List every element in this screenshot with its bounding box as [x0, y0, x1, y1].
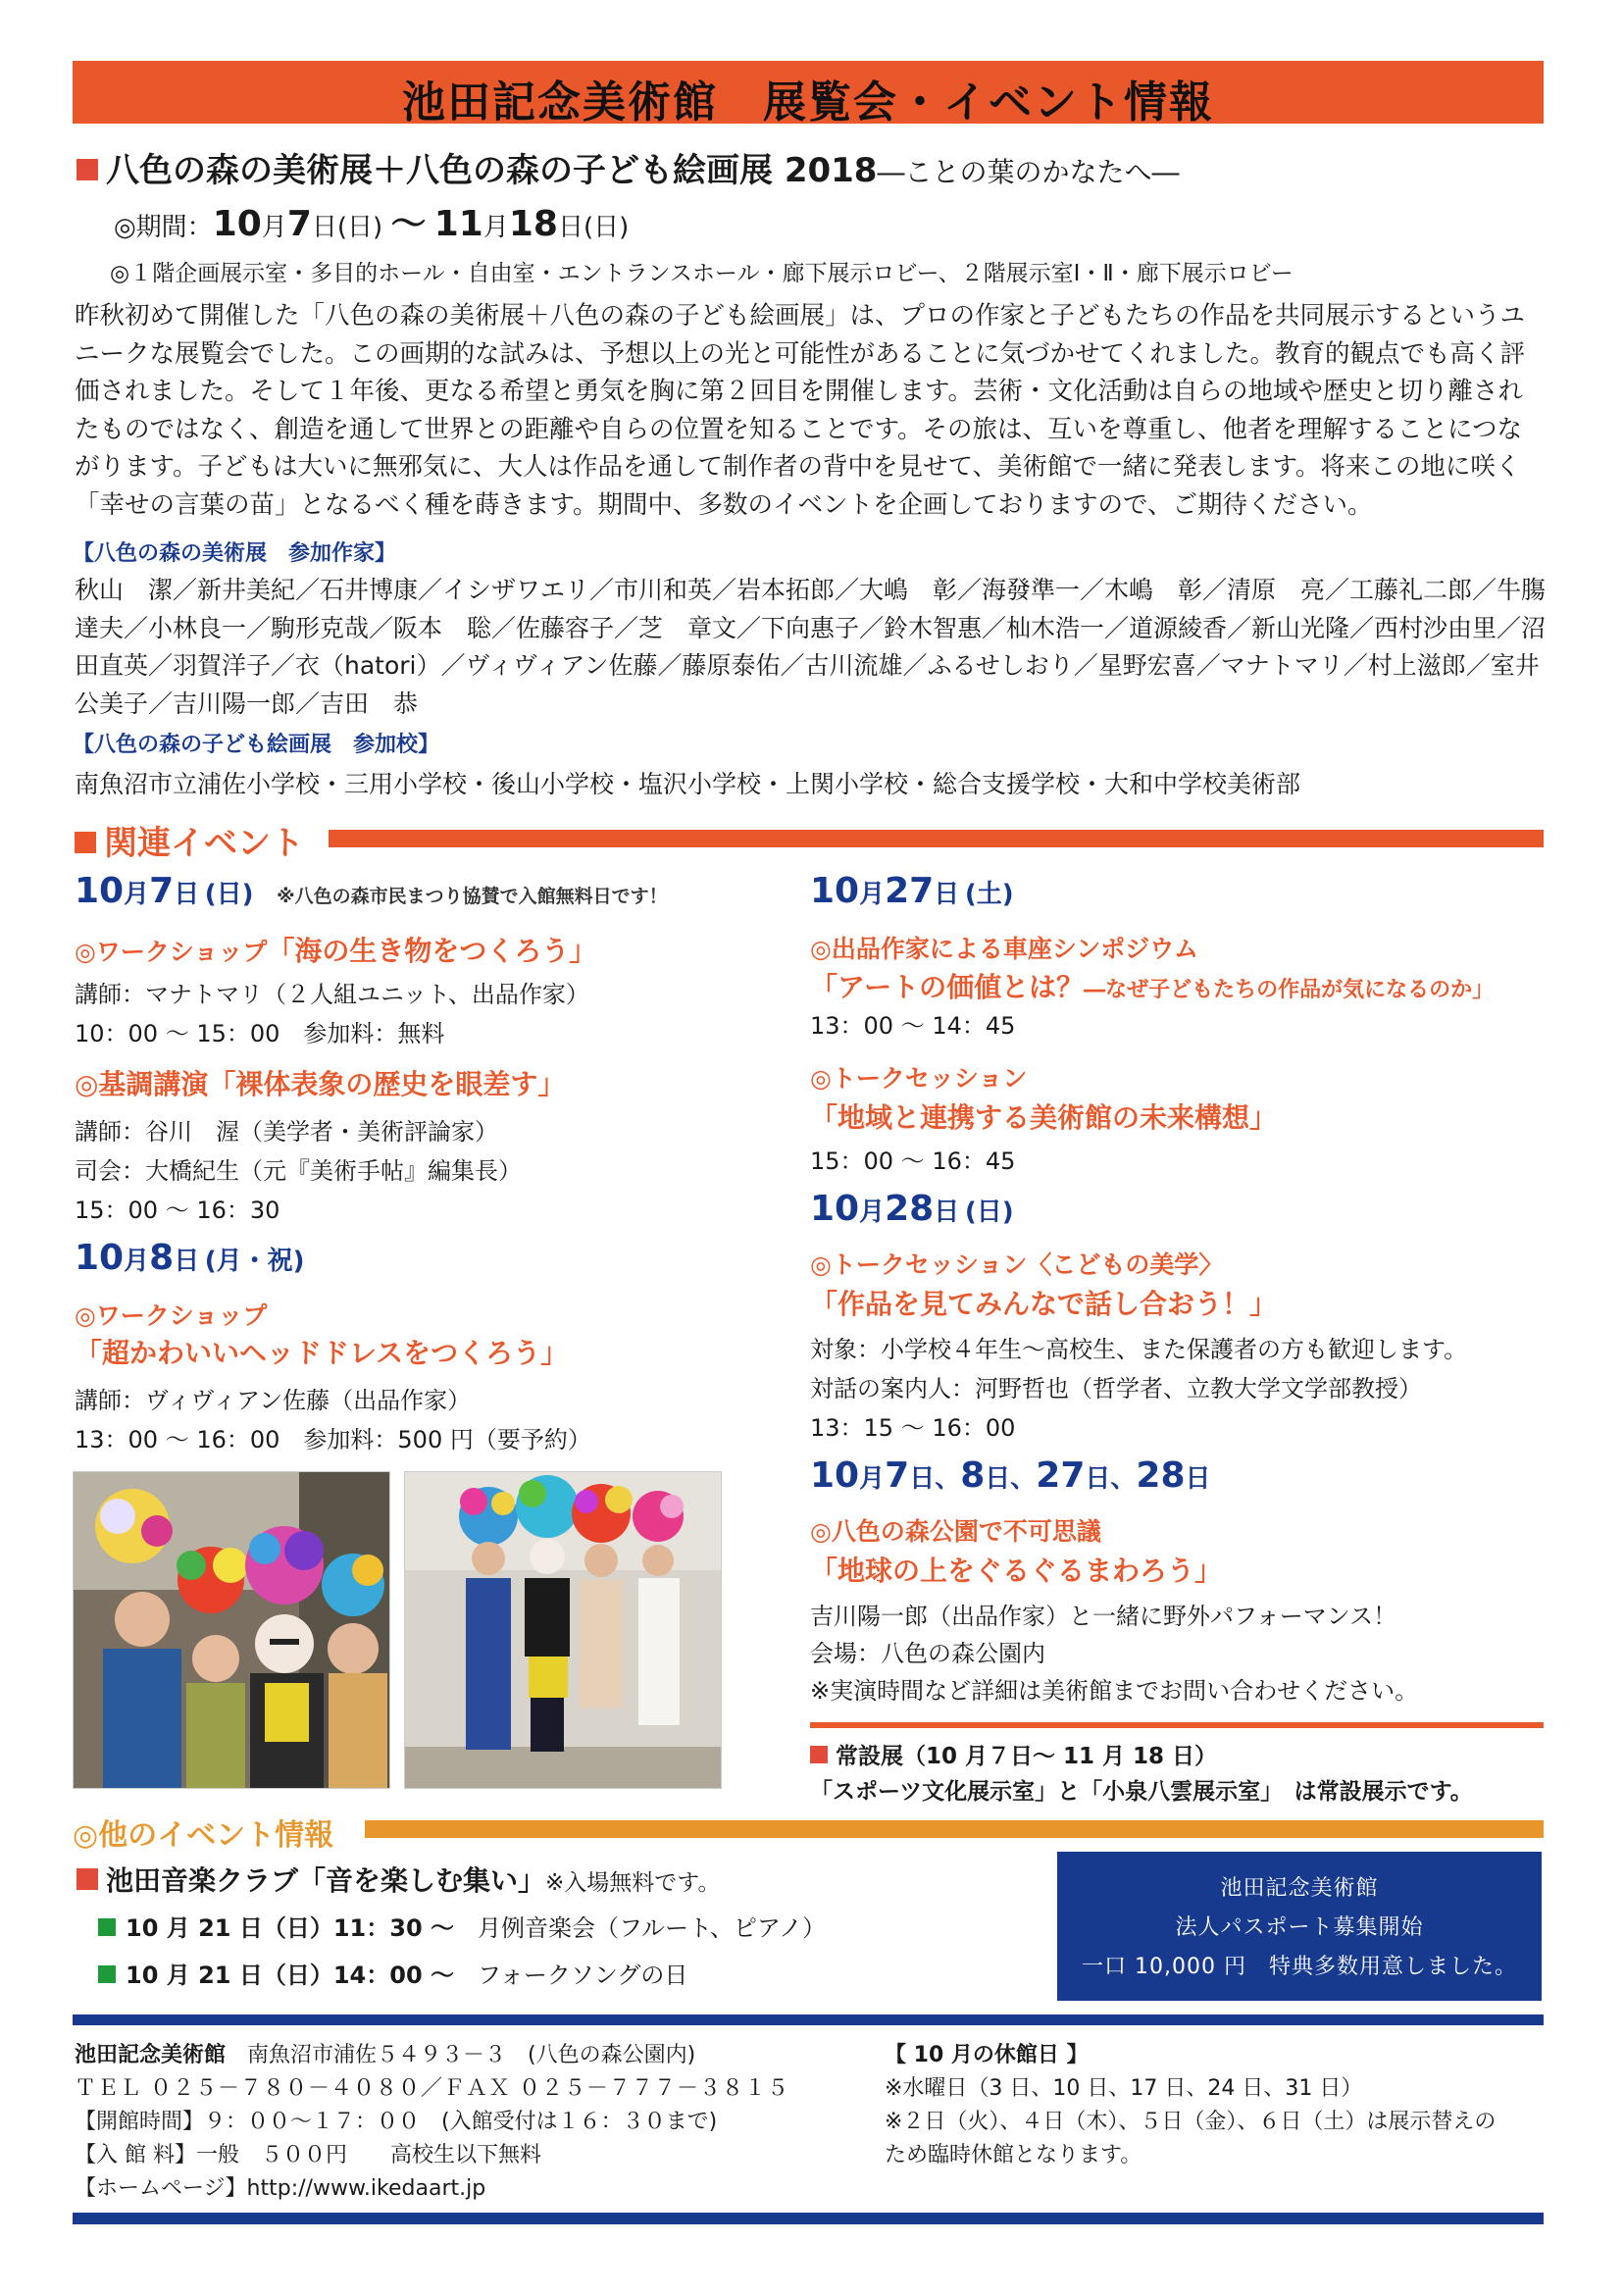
- keynote-host: 司会：大橋紀生（元『美術手帖』編集長）: [75, 1157, 522, 1185]
- passport-line-1: 池田記念美術館: [1220, 1876, 1379, 1901]
- talk2-guide: 対話の案内人：河野哲也（哲学者、立教大学文学部教授）: [810, 1375, 1422, 1402]
- orange-square-icon: [75, 832, 96, 853]
- free-admission-note: ※八色の森市民まつり協賛で入館無料日です！: [277, 886, 668, 907]
- ws2-label: ◎ワークショップ: [75, 1301, 268, 1330]
- perf-desc: 吉川陽一郎（出品作家）と一緒に野外パフォーマンス！: [810, 1603, 1397, 1630]
- talk2-title: 「作品を見てみんなで話し合おう！」: [810, 1288, 1278, 1320]
- other-events-title: ◎他のイベント情報: [73, 1818, 334, 1853]
- perf-title: 「地球の上をぐるぐるまわろう」: [810, 1555, 1223, 1587]
- red-square-icon: [76, 1868, 98, 1890]
- closed-days-2: ※２日（火）、４日（木）、５日（金）、６日（土）は展示替えの: [885, 2110, 1497, 2134]
- events-section-title: 関連イベント: [75, 816, 304, 864]
- event-date-oct8: 10月8日 (月・祝): [75, 1238, 305, 1278]
- children-headdress-photo: [74, 1472, 389, 1788]
- closed-days-1: ※水曜日（3 日、10 日、17 日、24 日、31 日）: [885, 2076, 1363, 2101]
- keynote-title: ◎基調講演「裸体表象の歴史を眼差す」: [75, 1068, 566, 1100]
- exhibition-title: 八色の森の美術展＋八色の森の子ども絵画展 2018―ことの葉のかなたへ―: [76, 143, 1179, 191]
- footer-top-rule: [73, 2014, 1544, 2025]
- schools-heading: 【八色の森の子ども絵画展 参加校】: [73, 733, 440, 757]
- talk1-title: 「地域と連携する美術館の未来構想」: [810, 1101, 1278, 1134]
- red-square-icon: [76, 159, 98, 180]
- adults-headdress-photo: [405, 1472, 721, 1788]
- footer-fee: 【入 館 料】一般 ５００円 高校生以下無料: [75, 2143, 541, 2167]
- footer-homepage[interactable]: 【ホームページ】http://www.ikedaart.jp: [75, 2176, 486, 2201]
- ws2-time: 13：00 ～ 16：00 参加料：500 円（要予約）: [75, 1426, 591, 1453]
- green-square-icon: [98, 1965, 116, 1983]
- keynote-lecturer: 講師：谷川 渥（美学者・美術評論家）: [75, 1118, 498, 1146]
- event-date-oct27: 10月27日 (土): [810, 871, 1014, 911]
- ws1-label: ◎ワークショップ「海の生き物をつくろう」: [75, 935, 597, 967]
- footer-hours: 【開館時間】９：００～１７：００ (入館受付は１６：３０まで): [75, 2110, 718, 2134]
- event-date-oct28: 10月28日 (日): [810, 1189, 1014, 1229]
- sympo-subtitle: ―なぜ子どもたちの作品が気になるのか」: [1084, 978, 1495, 1002]
- permanent-desc: 「スポーツ文化展示室」と「小泉八雲展示室」 は常設展示です。: [810, 1779, 1473, 1805]
- perf-venue: 会場：八色の森公園内: [810, 1640, 1045, 1667]
- artists-heading: 【八色の森の美術展 参加作家】: [73, 541, 397, 566]
- music-schedule-2: 10 月 21 日（日）14：00 ～ フォークソングの日: [98, 1956, 687, 1990]
- talk2-time: 13：15 ～ 16：00: [810, 1414, 1016, 1442]
- passport-line-2: 法人パスポート募集開始: [1175, 1915, 1424, 1940]
- passport-line-3: 一口 10,000 円 特典多数用意しました。: [1082, 1955, 1517, 1979]
- footer-bottom-rule: [73, 2213, 1544, 2224]
- perf-note: ※実演時間など詳細は美術館までお問い合わせください。: [810, 1677, 1419, 1705]
- artists-list: 秋山 潔／新井美紀／石井博康／イシザワエリ／市川和英／岩本拓郎／大嶋 彰／海發準一／木嶋 彰／清原 亮／工藤礼二郎／牛膓達夫／小林良一／駒形克哉／阪本 聡／佐藤容子／芝 章文／下向惠子／鈴木智惠／杣木浩一／道源綾香／新山光隆／西村沙由里／沼田直英／羽賀洋子／衣（hatori）／ヴィヴィアン佐藤／藤原泰佑／古川流雄／ふるせしおり／星野宏喜／マナトマリ／村上滋郎／室井公美子／吉川陽一郎／吉田 恭: [75, 576, 1547, 718]
- ws2-title: 「超かわいいヘッドドレスをつくろう」: [75, 1337, 569, 1369]
- page-title: 池田記念美術館 展覧会・イベント情報: [402, 77, 1214, 127]
- ws1-lecturer: 講師：マナトマリ（２人組ユニット、出品作家）: [75, 981, 589, 1008]
- closed-days-3: ため臨時休館となります。: [885, 2143, 1142, 2167]
- talk1-time: 15：00 ～ 16：45: [810, 1147, 1016, 1175]
- talk2-target: 対象：小学校４年生～高校生、また保護者の方も歓迎します。: [810, 1336, 1468, 1363]
- permanent-rule: [810, 1722, 1544, 1728]
- exhibition-venue: ◎１階企画展示室・多目的ホール・自由室・エントランスホール・廊下展示ロビー、２階展示室Ⅰ・Ⅱ・廊下展示ロビー: [110, 261, 1294, 286]
- exhibition-period: ◎期間：10月7日(日) ～ 11月18日(日): [114, 204, 630, 244]
- perf-label: ◎八色の森公園で不可思議: [810, 1517, 1101, 1546]
- sympo-title: 「アートの価値とは？―なぜ子どもたちの作品が気になるのか」: [810, 971, 1495, 1003]
- sympo-label: ◎出品作家による車座シンポジウム: [810, 935, 1198, 963]
- workshop-photo-children: [73, 1471, 390, 1789]
- footer-address: 池田記念美術館 南魚沼市浦佐５４９３－３ (八色の森公園内): [75, 2043, 696, 2067]
- sympo-time: 13：00 ～ 14：45: [810, 1012, 1016, 1040]
- talk1-label: ◎トークセッション: [810, 1064, 1028, 1093]
- red-square-icon: [810, 1746, 828, 1763]
- music-schedule-1: 10 月 21 日（日）11：30 ～ 月例音楽会（フルート、ピアノ）: [98, 1909, 826, 1943]
- event-date-oct7: 10月7日 (日) ※八色の森市民まつり協賛で入館無料日です！: [75, 871, 668, 911]
- workshop-photo-adults: [404, 1471, 722, 1789]
- footer-tel: ＴＥＬ ０２５－７８０－４０８０／ＦＡＸ ０２５－７７７－３８１５: [75, 2076, 789, 2101]
- green-square-icon: [98, 1918, 116, 1936]
- header-banner: [73, 61, 1544, 127]
- exhibition-subtitle: ―ことの葉のかなたへ―: [877, 156, 1180, 188]
- music-club-title: 池田音楽クラブ「音を楽しむ集い」※入場無料です。: [76, 1860, 720, 1899]
- event-dates-multi: 10月7日、8日、27日、28日: [810, 1455, 1211, 1496]
- ws2-lecturer: 講師：ヴィヴィアン佐藤（出品作家）: [75, 1387, 472, 1414]
- ws1-title: 「海の生き物をつくろう」: [267, 935, 597, 967]
- events-section-rule: [329, 830, 1544, 847]
- schools-list: 南魚沼市立浦佐小学校・三用小学校・後山小学校・塩沢小学校・上関小学校・総合支援学校・大和中学校美術部: [75, 770, 1301, 798]
- passport-box: [1057, 1852, 1542, 2001]
- permanent-title: 常設展（10 月７日～ 11 月 18 日）: [810, 1738, 1217, 1770]
- talk2-label: ◎トークセッション〈こどもの美学〉: [810, 1250, 1224, 1279]
- other-events-rule: [365, 1820, 1544, 1838]
- closed-days-heading: 【 10 月の休館日 】: [885, 2043, 1089, 2067]
- exhibition-description: 昨秋初めて開催した「八色の森の美術展＋八色の森の子ども絵画展」は、プロの作家と子どもたちの作品を共同展示するというユニークな展覧会でした。この画期的な試みは、予想以上の光と可能性があることに気づかせてくれました。教育的観点でも高く評価されました。そして１年後、更なる希望と勇気を胸に第２回目を開催します。芸術・文化活動は自らの地域や歴史と切り離されたものではなく、創造を通して世界との距離や自らの位置を知ることです。その旅は、互いを尊重し、他者を理解することにつながります。子どもは大いに無邪気に、大人は作品を通して制作者の背中を見せて、美術館で一緒に発表します。将来この地に咲く「幸せの言葉の苗」となるべく種を蒔きます。期間中、多数のイベントを企画しておりますので、ご期待ください。: [75, 301, 1526, 520]
- music-club-note: ※入場無料です。: [545, 1870, 721, 1896]
- keynote-time: 15：00 ～ 16：30: [75, 1197, 280, 1224]
- ws1-time: 10：00 ～ 15：00 参加料：無料: [75, 1020, 445, 1047]
